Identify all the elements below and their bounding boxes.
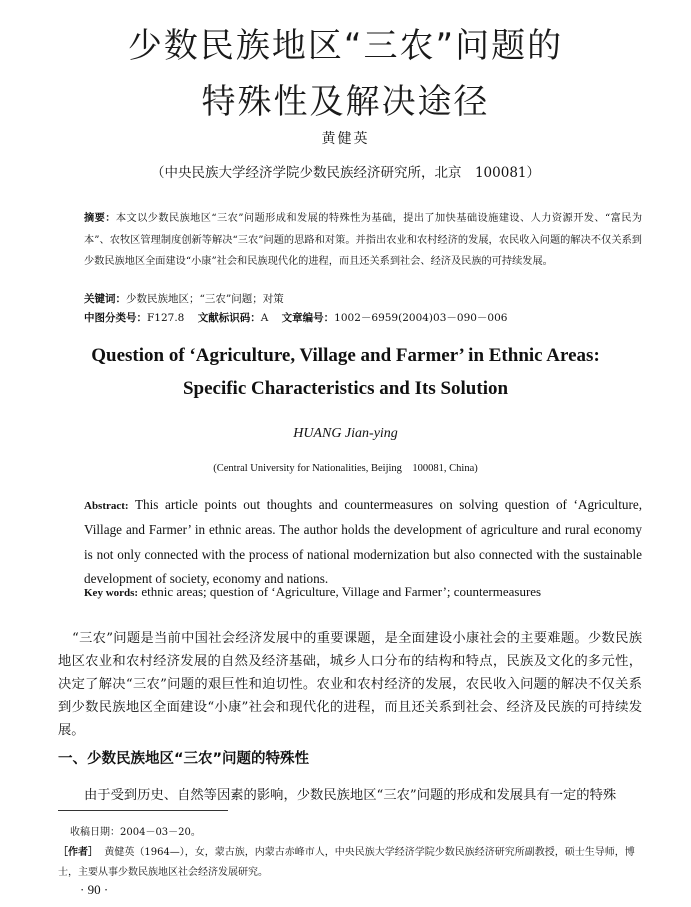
doc-label: 文献标识码： [197,312,261,324]
title-cn-line1: 少数民族地区“三农”问题的 [127,26,564,66]
title-en-line1: Question of ‘Agriculture, Village and Farmer’ in Ethnic Areas: [91,345,600,366]
clc-label: 中图分类号： [84,312,147,324]
keywords-cn-label: 关键词： [84,293,126,305]
abstract-cn-text: 本文以少数民族地区“三农”问题形成和发展的特殊性为基础，提出了加快基础设施建设、人力资源开发、“富民为本”、农牧区管理制度创新等解决“三农”问题的思路和对策。并指出农业和农村经济的发展，农民收入问题的解决不仅关系到少数民族地区全面建设“小康”社会和民族现代化的进程，而且还关系到社会、经济及民族的可持续发展。 [84,213,642,267]
author-cn: 黄健英 [321,131,370,147]
abstract-en [84,493,642,591]
title-cn-line2: 特殊性及解决途径 [201,82,490,122]
keywords-cn [84,291,644,306]
clc-value: F127.8 [147,312,185,324]
keywords-en-label: Key words: [84,587,139,599]
footnote-received [70,823,650,838]
page-number: · 90 · [80,882,109,897]
footnote-divider [58,810,228,811]
keywords-en [84,584,644,600]
received-value: 2004－03－20。 [120,827,201,838]
footnote-author-text: 黄健英（1964—），女，蒙古族，内蒙古赤峰市人，中央民族大学经济学院少数民族经济研究所副教授，硕士生导师，博士，主要从事少数民族地区社会经济发展研究。 [58,847,635,878]
abstract-en-text: This article points out thoughts and countermeasures on solving question of ‘Agriculture, Village and Farmer’ in ethnic areas. The author holds the development of agriculture and rural economy is not only connected with the process of national modernization but also connected with the sustainable development of society, economy and nations. [84,497,642,586]
keywords-en-text: ethnic areas; question of ‘Agriculture, Village and Farmer’; countermeasures [141,584,542,599]
body-paragraph-2: 由于受到历史、自然等因素的影响，少数民族地区“三农”问题的形成和发展具有一定的特殊 [84,788,617,803]
author-en: HUANG Jian-ying [293,426,398,441]
title-en-line2: Specific Characteristics and Its Solution [182,378,509,399]
affiliation-en: (Central University for Nationalities, Beijing 100081, China) [213,463,478,474]
abstract-cn-label: 摘要： [84,213,116,224]
footnote-author-label: ［作者］ [58,847,98,858]
classification-line [84,310,644,325]
footnote-author [58,843,648,883]
doc-value: A [260,312,269,324]
article-label: 文章编号： [281,312,335,324]
received-label: 收稿日期： [70,827,120,838]
section-heading-1: 一、少数民族地区“三农”问题的特殊性 [58,751,310,767]
affiliation-cn: （中央民族大学经济学院少数民族经济研究所，北京 100081） [150,165,541,181]
abstract-cn [84,208,642,273]
body-paragraph-1-text: “三农”问题是当前中国社会经济发展中的重要课题，是全面建设小康社会的主要难题。少数民族地区农业和农村经济发展的自然及经济基础，城乡人口分布的结构和特点，民族及文化的多元性，决定了解决“三农”问题的艰巨性和迫切性。农业和农村经济的发展，农民收入问题的解决不仅关系到少数民族地区全面建设“小康”社会和现代化的进程，而且还关系到社会、经济及民族的可持续发展。 [58,631,642,738]
article-value: 1002－6959(2004)03－090－006 [334,312,508,324]
keywords-cn-text: 少数民族地区；“三农”问题；对策 [126,293,284,305]
abstract-en-label: Abstract: [84,500,129,512]
body-paragraph-1 [58,627,642,742]
